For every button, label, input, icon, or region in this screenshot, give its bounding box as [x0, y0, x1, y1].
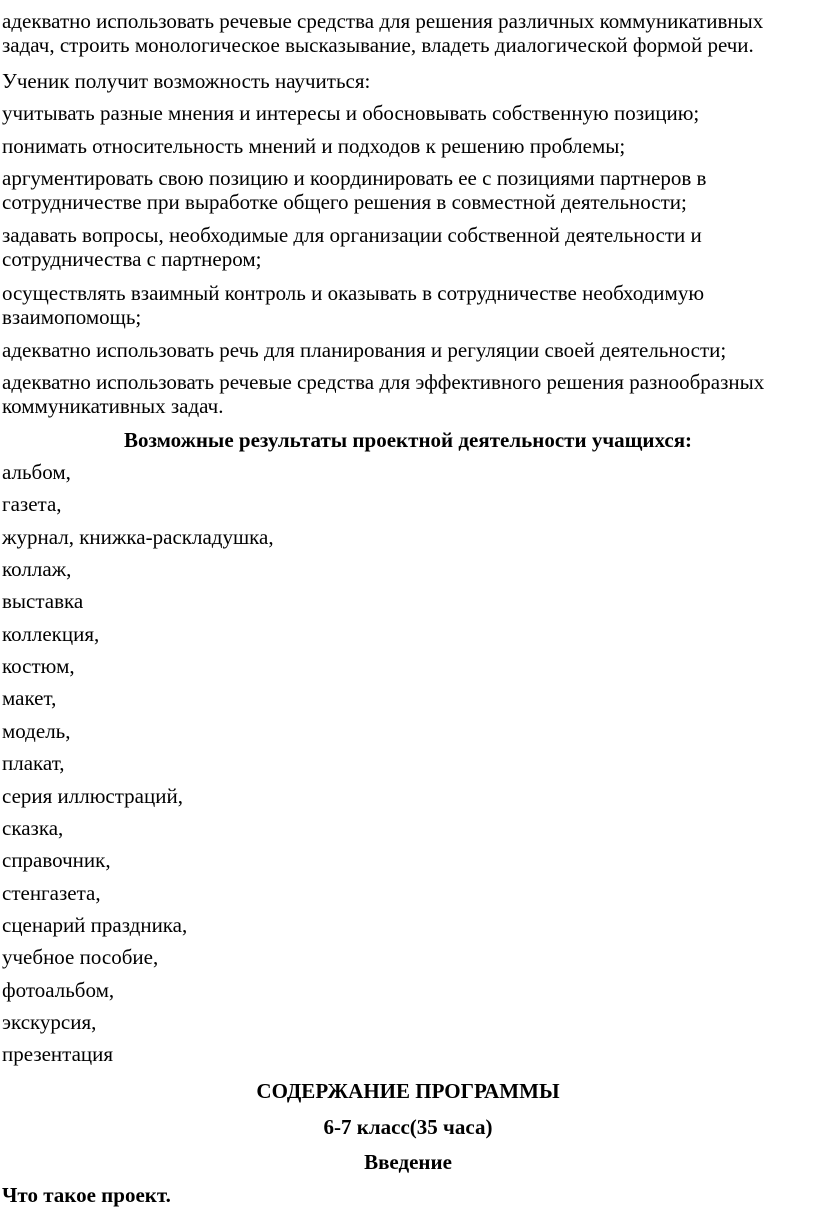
paragraph-ask-questions: задавать вопросы, необходимые для организации собственной деятельности и сотрудничества с партнером;: [2, 223, 702, 271]
list-item: справочник,: [2, 848, 111, 872]
list-item: макет,: [2, 686, 57, 710]
paragraph-student-opportunity: Ученик получит возможность научиться:: [2, 69, 371, 93]
paragraph-effective-communication: адекватно использовать речевые средства для эффективного решения разнообразных коммуникативных задач.: [2, 370, 765, 418]
paragraph-mutual-control: осуществлять взаимный контроль и оказывать в сотрудничестве необходимую взаимопомощь;: [2, 281, 705, 329]
paragraph-speech-means: адекватно использовать речевые средства для решения различных коммуникативных задач, строить монологическое высказывание, владеть диалогической формой речи.: [2, 9, 764, 57]
paragraph-relativity-opinions: понимать относительность мнений и подходов к решению проблемы;: [2, 134, 626, 158]
list-item: презентация: [2, 1042, 114, 1066]
introduction-heading: Введение: [364, 1150, 452, 1174]
paragraph-argue-position: аргументировать свою позицию и координировать ее с позициями партнеров в сотрудничестве при выработке общего решения в совместной деятельности;: [2, 166, 707, 214]
list-item: серия иллюстраций,: [2, 784, 183, 808]
list-item: выставка: [2, 589, 84, 613]
list-item: плакат,: [2, 751, 65, 775]
list-item: сценарий праздника,: [2, 913, 188, 937]
list-item: модель,: [2, 719, 71, 743]
list-item: сказка,: [2, 816, 64, 840]
program-content-heading: СОДЕРЖАНИЕ ПРОГРАММЫ: [256, 1079, 560, 1103]
paragraph-speech-planning: адекватно использовать речь для планирования и регуляции своей деятельности;: [2, 338, 727, 362]
list-item: учебное пособие,: [2, 945, 159, 969]
list-item: костюм,: [2, 654, 75, 678]
list-item: экскурсия,: [2, 1010, 97, 1034]
list-item: альбом,: [2, 460, 71, 484]
list-item: коллекция,: [2, 622, 100, 646]
paragraph-different-opinions: учитывать разные мнения и интересы и обосновывать собственную позицию;: [2, 101, 700, 125]
list-item: журнал, книжка-раскладушка,: [2, 525, 274, 549]
list-item: газета,: [2, 492, 62, 516]
list-item: стенгазета,: [2, 881, 101, 905]
list-item: коллаж,: [2, 557, 72, 581]
list-item: фотоальбом,: [2, 978, 115, 1002]
section-title: Что такое проект.: [2, 1183, 171, 1207]
grade-heading: 6-7 класс(35 часа): [323, 1115, 493, 1139]
results-heading: Возможные результаты проектной деятельности учащихся:: [123, 428, 693, 452]
